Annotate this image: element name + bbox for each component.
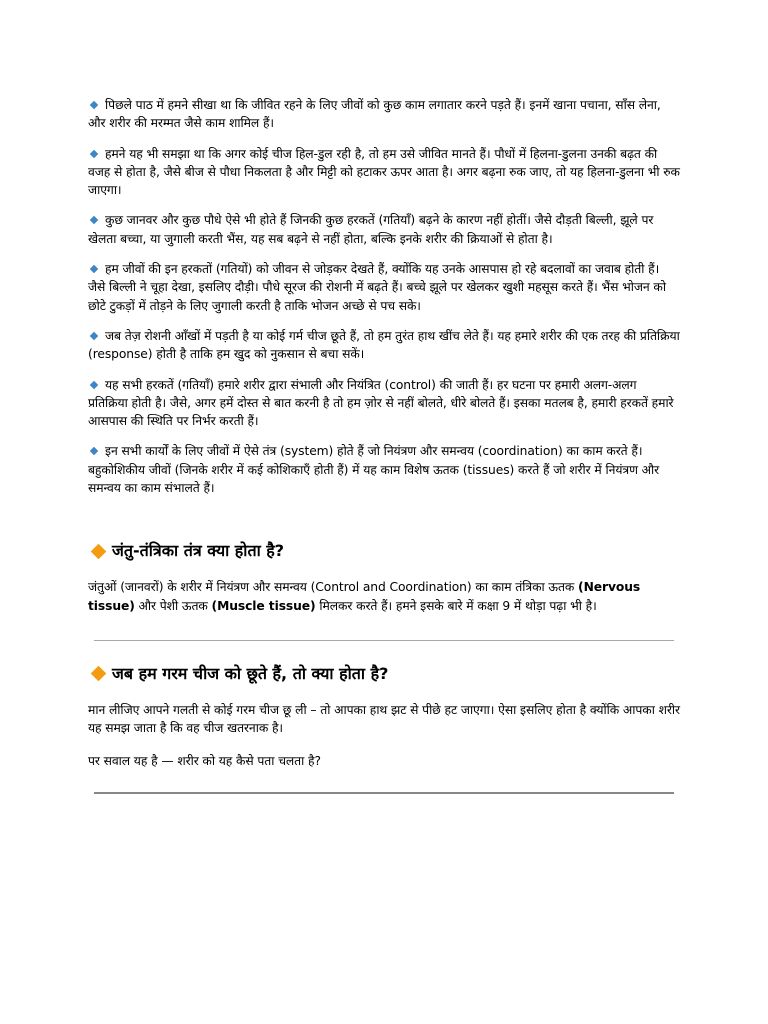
- small-blue-diamond-icon: [90, 447, 98, 455]
- small-blue-diamond-icon: [90, 101, 98, 109]
- small-blue-diamond-icon: [90, 265, 98, 273]
- nervous-system-paragraph: जंतुओं (जानवरों) के शरीर में नियंत्रण और समन्वय (Control and Coordination) का काम तंत्रिका ऊतक (Nervous tissue) और पेशी ऊतक (Muscle tissue) मिलकर करते हैं। हमने इसके बारे में कक्षा 9 में थोड़ा पढ़ा भी है।: [88, 580, 641, 613]
- orange-diamond-icon: [91, 666, 107, 682]
- bullet-paragraph-6: यह सभी हरकतें (गतियाँ) हमारे शरीर द्वारा संभाली और नियंत्रित (control) की जाती हैं। हर घटना पर हमारी अलग-अलग प्रतिक्रिया होती है। जैसे, अगर हमें दोस्त से बात करनी है तो हम ज़ोर से नहीं बोलते, धीरे बोलते हैं। इसका मतलब है, हमारी हरकतें हमारे आसपास की स्थिति पर निर्भर करती हैं।: [88, 377, 674, 429]
- bullet-paragraph-1: पिछले पाठ में हमने सीखा था कि जीवित रहने के लिए जीवों को कुछ काम लगातार करने पड़ते हैं। इनमें खाना पचाना, साँस लेना, और शरीर की मरम्मत जैसे काम शामिल हैं।: [88, 98, 661, 131]
- hot-object-paragraph: मान लीजिए आपने गलती से कोई गरम चीज छू ली – तो आपका हाथ झट से पीछे हट जाएगा। ऐसा इसलिए होता है क्योंकि आपका शरीर यह समझ जाता है कि वह चीज खतरनाक है।: [88, 702, 680, 736]
- section-heading-nervous-system: जंतु-तंत्रिका तंत्र क्या होता है ?: [88, 540, 680, 562]
- orange-diamond-icon: [91, 544, 107, 560]
- small-blue-diamond-icon: [90, 216, 98, 224]
- document-page: [88, 96, 680, 794]
- bullet-paragraph-7: इन सभी कार्यों के लिए जीवों में ऐसे तंत्र (system) होते हैं जो नियंत्रण और समन्वय (coordination) का काम करते हैं। बहुकोशिकीय जीवों (जिनके शरीर में कई कोशिकाएँ होती हैं) में यह काम विशेष ऊतक (tissues) करते हैं जो शरीर में नियंत्रण और समन्वय का काम संभालते हैं।: [88, 444, 660, 496]
- section-divider: [94, 792, 674, 794]
- bullet-paragraph-4: हम जीवों की इन हरकतों (गतियों) को जीवन से जोड़कर देखते हैं, क्योंकि यह उनके आसपास हो रहे बदलावों का जवाब होती हैं। जैसे बिल्ली ने चूहा देखा, इसलिए दौड़ी। पौधे सूरज की रोशनी में बढ़ते हैं। बच्चे झूले पर खेलकर खुशी महसूस करते हैं। भैंस भोजन को छोटे टुकड़ों में तोड़ने के लिए जुगाली करती है ताकि भोजन अच्छे से पच सके।: [88, 262, 666, 313]
- section-heading-hot-object: जब हम गरम चीज को छूते हैं, तो क्या होता है ?: [88, 663, 680, 685]
- bullet-paragraph-2: हमने यह भी समझा था कि अगर कोई चीज हिल-डुल रही है, तो हम उसे जीवित मानते हैं। पौधों में हिलना-डुलना उनकी बढ़त की वजह से होता है, जैसे बीज से पौधा निकलता है और मिट्टी को हटाकर ऊपर आता है। अगर बढ़ना रुक जाए, तो यह हिलना-डुलना भी रुक जाएगा।: [88, 146, 680, 198]
- small-blue-diamond-icon: [90, 332, 98, 340]
- question-paragraph: पर सवाल यह है — शरीर को यह कैसे पता चलता है?: [88, 753, 321, 768]
- small-blue-diamond-icon: [90, 149, 98, 157]
- bullet-paragraph-5: जब तेज़ रोशनी आँखों में पड़ती है या कोई गर्म चीज छूते हैं, तो हम तुरंत हाथ खींच लेते हैं। यह हमारे शरीर की एक तरह की प्रतिक्रिया (response) होती है ताकि हम खुद को नुकसान से बचा सकें।: [88, 328, 680, 362]
- small-blue-diamond-icon: [90, 380, 98, 388]
- bullet-paragraph-3: कुछ जानवर और कुछ पौधे ऐसे भी होते हैं जिनकी कुछ हरकतें (गतियाँ) बढ़ने के कारण नहीं होतीं। जैसे दौड़ती बिल्ली, झूले पर खेलता बच्चा, या जुगाली करती भैंस, यह सब बढ़ने से नहीं होता, बल्कि इनके शरीर की क्रियाओं से होता है।: [88, 213, 654, 246]
